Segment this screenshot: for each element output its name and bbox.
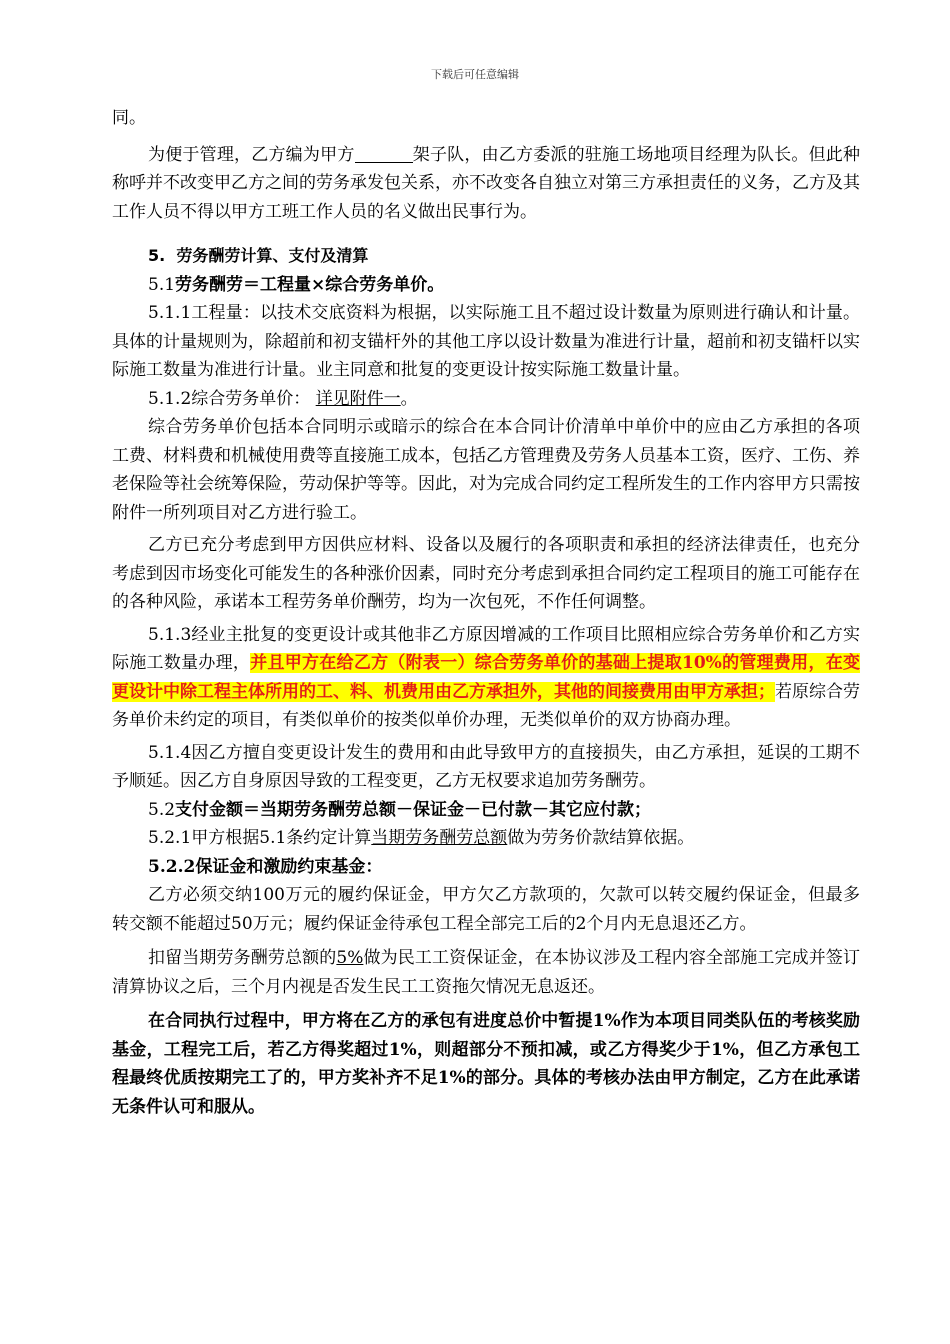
section-5-1-2 [112,385,860,414]
section-5-1-1: 5.1.1工程量：以技术交底资料为根据，以实际施工且不超过设计数量为原则进行确认和计量。具体的计量规则为，除超前和初支锚杆外的其他工序以设计数量为准进行计量，超前和初支锚杆以实际施工数量为准进行计量。业主同意和批复的变更设计按实际施工数量计量。 [112,303,860,380]
paragraph-continuation: 同。 [112,108,146,128]
section-5-2-1-text-c: 做为劳务价款结算依据。 [507,828,695,848]
section-5-2 [112,796,860,825]
paragraph-risk: 乙方已充分考虑到甲方因供应材料、设备以及履行的各项职责和承担的经济法律责任，也充分考虑到因市场变化可能发生的各种涨价因素，同时充分考虑到承担合同约定工程项目的施工可能存在的各种风险，承诺本工程劳务单价酬劳，均为一次包死，不作任何调整。 [112,535,860,612]
section-5-1-2-link: 详见附件一 [315,388,401,409]
section-5-1-3-highlight: 并且甲方在给乙方（附表一）综合劳务单价的基础上提取10%的管理费用，在变更设计中除工程主体所用的工、料、机费用由乙方承担外，其他的间接费用由甲方承担； [112,653,861,702]
management-text-b: 架子队，由乙方委派的驻施工场地项目经理为队长。但此种称呼并不改变甲乙方之间的劳务承发包关系，亦不改变各自独立对第三方承担责任的义务，乙方及其工作人员不得以甲方工班工作人员的名义做出民事行为。 [112,144,861,222]
page-header: 下载后可任意编辑 [431,68,519,81]
section-5-2-1 [112,824,860,853]
wage-text-c: 做为民工工资保证金，在本协议涉及工程内容全部施工完成并签订清算协议之后，三个月内视是否发生民工工资拖欠情况无息返还。 [112,948,861,997]
wage-text-a: 扣留当期劳务酬劳总额的 [148,948,337,968]
section-5-2-number: 5.2 [148,799,176,820]
section-5-1-2-label: 5.1.2综合劳务单价： [148,388,311,409]
section-5-1 [112,271,860,300]
section-5-2-1-text-a: 5.2.1甲方根据5.1条约定计算 [148,828,372,848]
paragraph-management [112,141,860,227]
blank-field [355,144,413,163]
section-5-heading [112,242,860,271]
paragraph-bonus: 在合同执行过程中，甲方将在乙方的承包有进度总价中暂提1%作为本项目同类队伍的考核奖励基金，工程完工后，若乙方得奖超过1%，则超部分不预扣减，或乙方得奖少于1%，但乙方承包工程最终优质按期完工了的，甲方奖补齐不足1%的部分。具体的考核办法由甲方制定，乙方在此承诺无条件认可和服从。 [112,1011,860,1117]
section-5-1-2-end: 。 [400,388,418,409]
section-5-1-3-text-b: 若原综合劳务单价未约定的项目，有类似单价的按类似单价办理，无类似单价的双方协商办理。 [112,681,860,730]
paragraph-wage-deposit [112,944,860,1001]
section-5-1-text: 劳务酬劳＝工程量×综合劳务单价。 [175,274,445,295]
section-5-2-1-underlined: 当期劳务酬劳总额 [371,828,508,848]
section-5-2-text: 支付金额＝当期劳务酬劳总额－保证金－已付款－其它应付款； [175,799,652,820]
section-5-1-number: 5.1 [148,274,176,295]
wage-percent: 5% [336,948,364,968]
paragraph-deposit: 乙方必须交纳100万元的履约保证金，甲方欠乙方款项的，欠款可以转交履约保证金，但最多转交额不能超过50万元；履约保证金待承包工程全部完工后的2个月内无息退还乙方。 [112,885,860,934]
section-5-1-3-text-a: 5.1.3经业主批复的变更设计或其他非乙方原因增减的工作项目比照相应综合劳务单价和乙方实际施工数量办理， [112,624,860,673]
section-5-1-3 [112,621,860,735]
section-5-title: 劳务酬劳计算、支付及清算 [176,246,369,265]
section-5-1-4: 5.1.4因乙方擅自变更设计发生的费用和由此导致甲方的直接损失，由乙方承担，延误的工期不予顺延。因乙方自身原因导致的工程变更，乙方无权要求追加劳务酬劳。 [112,742,860,791]
section-5-number: 5. [148,246,166,265]
management-text-a: 为便于管理，乙方编为甲方 [148,144,355,165]
section-5-2-2: 5.2.2保证金和激励约束基金： [148,856,383,877]
paragraph-unit-price: 综合劳务单价包括本合同明示或暗示的综合在本合同计价清单中单价中的应由乙方承担的各项工费、材料费和机械使用费等直接施工成本，包括乙方管理费及劳务人员基本工资，医疗、工伤、养老保险等社会统筹保险，劳动保护等等。因此，对为完成合同约定工程所发生的工作内容甲方只需按附件一所列项目对乙方进行验工。 [112,417,860,523]
document-body [112,104,860,1121]
